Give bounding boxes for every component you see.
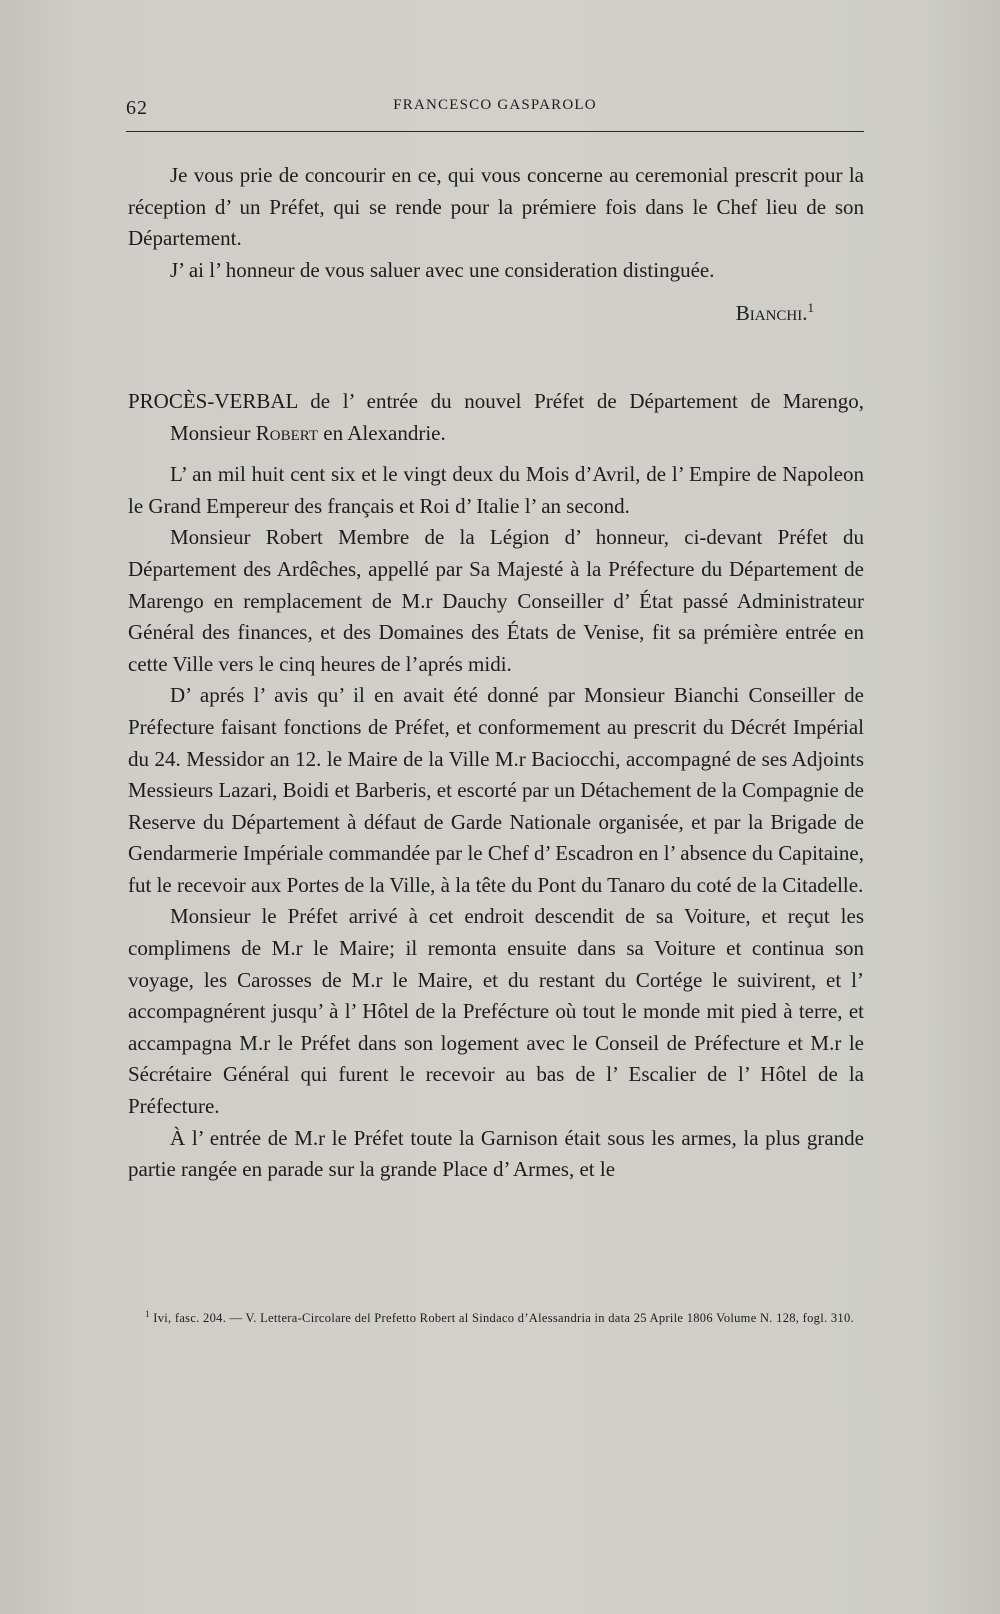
- page-body: [128, 160, 864, 1186]
- footnote-ref: 1: [807, 300, 814, 316]
- body-paragraph: Monsieur le Préfet arrivé à cet endroit descendit de sa Voiture, et reçut les complimens de M.r le Maire; il remonta ensuite dans sa Voiture et continua son voyage, les Carosses de M.r le Maire, et du restant du Cortége le suivirent, et l’ accompagnérent jusqu’ à l’ Hôtel de la Prefécture où tout le monde mit pied à terre, et accampagna M.r le Préfet dans son logement avec le Conseil de Préfecture et M.r le Sécrétaire Général qui furent le recevoir au bas de l’ Escalier de l’ Hôtel de la Préfecture.: [128, 904, 864, 1119]
- body-paragraph: À l’ entrée de M.r le Préfet toute la Garnison était sous les armes, la plus grande partie rangée en parade sur la grande Place d’ Armes, et le: [128, 1125, 864, 1182]
- footnote: [145, 1305, 865, 1327]
- letter-paragraph: Je vous prie de concourir en ce, qui vous concerne au ceremonial prescrit pour la réception d’ un Préfet, qui se rende pour la prémiere fois dans le Chef lieu de son Département.: [128, 163, 864, 251]
- heading-text-end: en Alexandrie.: [318, 420, 446, 445]
- running-head: [126, 97, 864, 127]
- heading-text: PROCÈS-VERBAL de l’ entrée du nouvel Préfet de Département de Marengo, Monsieur: [128, 388, 864, 445]
- section-heading: [128, 386, 864, 449]
- header-rule: [126, 131, 864, 132]
- letter-closing: J’ ai l’ honneur de vous saluer avec une consideration distinguée.: [170, 257, 715, 282]
- body-paragraph: L’ an mil huit cent six et le vingt deux du Mois d’Avril, de l’ Empire de Napoleon le Grand Empereur des français et Roi d’ Italie l’ an second.: [128, 462, 864, 518]
- footnote-text: Ivi, fasc. 204. — V. Lettera-Circolare del Prefetto Robert al Sindaco d’Alessandria in data 25 Aprile 1806 Volume N. 128, fogl. 310.: [149, 1311, 854, 1326]
- footnote-mark: 1: [145, 1309, 150, 1319]
- page-number: 62: [126, 97, 148, 119]
- heading-name: Robert: [255, 420, 319, 445]
- body-paragraph: Monsieur Robert Membre de la Légion d’ honneur, ci-devant Préfet du Département des Ardêches, appellé par Sa Majesté à la Préfecture du Département de Marengo en remplacement de M.r Dauchy Conseiller d’ État passé Administrateur Général des finances, et des Domaines des États de Venise, fit sa prémière entrée en cette Ville vers le cinq heures de l’aprés midi.: [128, 525, 864, 676]
- body-paragraph: D’ aprés l’ avis qu’ il en avait été donné par Monsieur Bianchi Conseiller de Préfecture faisant fonctions de Préfet, et conformement au prescrit du Décrét Impérial du 24. Messidor an 12. le Maire de la Ville M.r Baciocchi, accompagné de ses Adjoints Messieurs Lazari, Boidi et Barberis, et escorté par un Détachement de la Compagnie de Reserve du Département à défaut de Garde Nationale organisée, et par la Brigade de Gendarmerie Impériale commandée par le Chef d’ Escadron en l’ absence du Capitaine, fut le recevoir aux Portes de la Ville, à la tête du Pont du Tanaro du coté de la Citadelle.: [128, 683, 864, 897]
- signature-name: Bianchi.: [735, 301, 808, 326]
- running-title: FRANCESCO GASPAROLO: [393, 97, 597, 113]
- signature: [128, 292, 864, 330]
- spacer: [128, 449, 864, 459]
